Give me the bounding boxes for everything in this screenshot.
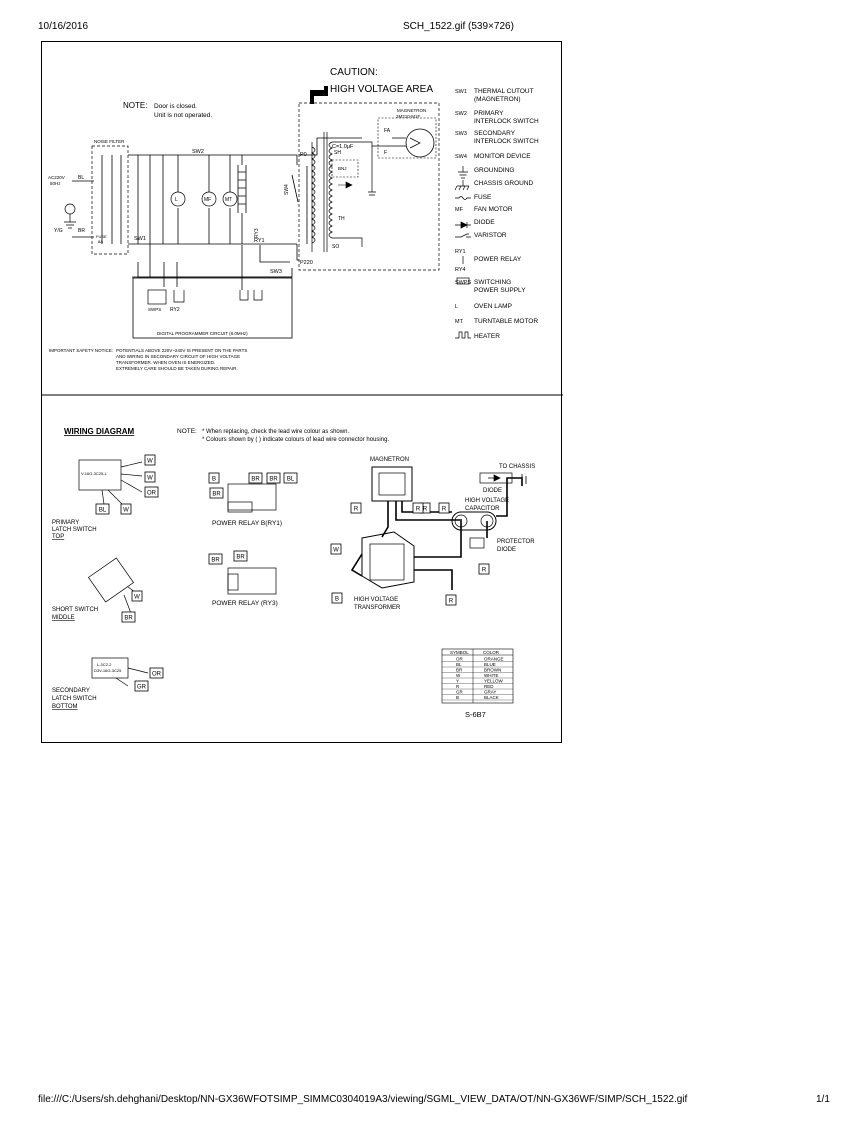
wire-tag-label: R (415, 506, 421, 513)
hv-wiring (352, 478, 522, 590)
protector-l2: DIODE (497, 547, 517, 553)
wire-tag-label: BR (251, 476, 260, 483)
color-table-head-color: COLOR (483, 650, 500, 655)
color-table-color: BROWN (484, 667, 502, 673)
legend-symbol: RY1 (455, 249, 466, 255)
wire-tag-label: W (333, 547, 339, 554)
swps-label: SWPS (148, 307, 162, 312)
wire-tag-label: BR (212, 491, 221, 498)
color-table-color: WHITE (484, 673, 499, 678)
dpc-label: DIGITAL PROGRAMMER CIRCUIT (8.0MHz) (157, 331, 248, 336)
fa-label: FA (384, 128, 391, 134)
legend-line1: POWER RELAY (474, 256, 522, 263)
legend-line1: DIODE (474, 219, 495, 226)
note-line1: Door is closed. (154, 103, 197, 110)
fuse-label: FUSE (96, 234, 107, 239)
wire-tag (284, 473, 297, 483)
safety-line2: AND WIRING IN SECONDARY CIRCUIT OF HIGH VOLTAGE (116, 354, 241, 359)
primary-switch-l2: LATCH SWITCH (52, 527, 97, 533)
hvt-l2: TRANSFORMER (354, 605, 401, 611)
relay-b-label: POWER RELAY B(RY1) (212, 520, 283, 527)
wire-bl-label: BL (78, 175, 85, 181)
print-title: SCH_1522.gif (539×726) (403, 21, 514, 32)
legend-line2: INTERLOCK SWITCH (474, 118, 539, 125)
relay-coils (240, 290, 262, 300)
wd-magnetron-label: MAGNETRON (370, 457, 409, 463)
wire-tag-label: BR (124, 615, 133, 622)
wiring-note-label: NOTE: (177, 428, 197, 435)
ground-icon (64, 214, 76, 228)
so-label: SO (332, 244, 340, 250)
legend-symbol: MT (455, 319, 463, 325)
wiring-note1: * When replacing, check the lead wire colour as shown. (202, 429, 350, 435)
color-table-symbol: B (456, 695, 460, 700)
primary-switch-leads (102, 462, 142, 504)
protector-l1: PROTECTOR (497, 539, 535, 545)
legend-line2: (MAGNETRON) (474, 96, 521, 103)
sw1-label: SW1 (134, 236, 146, 242)
legend-symbol: SW2 (455, 111, 467, 117)
color-table-color: ORANGE (484, 656, 504, 662)
transformer-icon (312, 132, 392, 252)
magnetron-label: MAGNETRON (397, 108, 427, 113)
heater-icon (238, 165, 246, 213)
sw2-label: SW2 (192, 149, 204, 155)
to-chassis-label: TO CHASSIS (499, 464, 536, 470)
legend-line1: SECONDARY (474, 130, 516, 137)
sw4-contact (292, 175, 298, 202)
magnetron-leads (392, 138, 406, 146)
wiring-note2: * Colours shown by ( ) indicate colours of lead wire connector housing. (202, 437, 390, 443)
wire-tag-label: OR (147, 490, 156, 497)
wire-tag (210, 488, 223, 498)
magnetron-cathode-icon (410, 138, 420, 148)
color-table-symbol: BR (456, 667, 463, 673)
protector-diode-body (470, 538, 484, 548)
schematic-svg (42, 42, 563, 744)
sh-label: SH (334, 150, 341, 156)
secondary-switch-l1: SECONDARY (52, 688, 90, 694)
p220-label: P220 (300, 260, 313, 266)
wire-tag (96, 504, 109, 514)
legend-line1: SWITCHING (474, 279, 512, 286)
secondary-switch-l3: BOTTOM (52, 704, 78, 710)
safety-line4: EXTREMELY CARE SHOULD BE TAKEN DURING REPAIR. (116, 366, 238, 371)
relay-3-label: POWER RELAY (RY3) (212, 600, 278, 607)
legend-line1: TURNTABLE MOTOR (474, 318, 539, 325)
wire-tag-label: R (353, 506, 359, 513)
ac-frequency: 50Hz (50, 181, 61, 186)
safety-line1: POTENTIALS ABOVE 220V~240V IS PRESENT ON THE PARTS (116, 348, 248, 353)
legend-line1: GROUNDING (474, 167, 515, 174)
wire-tag (331, 544, 341, 554)
legend-line1: THERMAL CUTOUT (474, 88, 534, 95)
legend-line1: VARISTOR (474, 232, 507, 239)
schematic-frame (41, 41, 562, 743)
wire-tag (413, 503, 423, 513)
hv-area-box (299, 103, 439, 270)
print-date: 10/16/2016 (38, 21, 89, 32)
note-line2: Unit is not operated. (154, 112, 213, 119)
cap-ground-icon (368, 146, 376, 195)
secondary-part1: L-3C2-2 (97, 662, 112, 667)
legend-symbol: MF (455, 207, 463, 213)
wire-tag (150, 668, 163, 678)
legend-symbol: SW1 (455, 89, 467, 95)
legend-symbol-2: RY4 (455, 267, 466, 273)
wire-tag-label: BR (236, 554, 245, 561)
wire-tag (446, 595, 456, 605)
sw3-label: SW3 (270, 269, 282, 275)
wire-tag (351, 503, 361, 513)
turntable-motor-symbol: MT (225, 197, 233, 203)
wiring-title: WIRING DIAGRAM (64, 427, 135, 436)
color-table-color: BLUE (484, 662, 496, 667)
wire-tag (479, 564, 489, 574)
hv-cap-l2: CAPACITOR (465, 506, 500, 512)
wire-tag-label: GR (137, 684, 146, 691)
legend-line1: FAN MOTOR (474, 206, 513, 213)
legend-line1: MONITOR DEVICE (474, 153, 531, 160)
color-table-head-symbol: SYMBOL (450, 650, 469, 655)
magnetron-model: 2M210-M1F (396, 114, 421, 119)
wd-diode-icon (488, 475, 500, 481)
wire-tag (132, 591, 142, 601)
wire-tag-label: OR (152, 671, 161, 678)
color-table-symbol: OR (456, 656, 463, 662)
legend-symbol: SW3 (455, 131, 467, 137)
bnj-label: BNJ (338, 166, 347, 171)
wire-tag (209, 473, 219, 483)
wire-tag-label: W (123, 507, 129, 514)
wire-tag-label: BR (211, 557, 220, 564)
ry2-label: RY2 (170, 307, 180, 313)
hv-capacitor-body (452, 512, 496, 530)
color-table (442, 649, 513, 703)
noise-filter-label: NOISE FILTER (94, 139, 125, 144)
hvt-l1: HIGH VOLTAGE (354, 597, 399, 603)
color-table-symbol: W (456, 673, 461, 678)
legend-line1: CHASSIS GROUND (474, 180, 534, 187)
short-switch-body (88, 558, 133, 602)
legend-line2: POWER SUPPLY (474, 287, 526, 294)
wire-tag (122, 612, 135, 622)
wire-tag-label: BL (286, 476, 295, 483)
wire-tag-label: B (334, 596, 340, 603)
ac-plug-icon (65, 204, 75, 214)
hv-transformer-core (370, 544, 404, 580)
wire-tag (135, 681, 148, 691)
color-table-symbol: GR (456, 689, 463, 695)
hv-cap-l1: HIGH VOLTAGE (465, 498, 510, 504)
secondary-part2: D3V-16G-3C25 (94, 668, 122, 673)
note-label: NOTE: (123, 101, 148, 110)
primary-switch-l3: TOP (52, 534, 65, 540)
wire-tag-label: BL (98, 507, 107, 514)
short-switch-l2: MIDDLE (52, 615, 75, 621)
wire-tag (145, 455, 155, 465)
wire-tag-label: R (441, 506, 447, 513)
color-table-symbol: BL (456, 662, 462, 667)
wire-tag (209, 554, 222, 564)
legend-symbol: SW4 (455, 154, 467, 160)
relay-b-connector (228, 502, 252, 512)
wire-color-tags (96, 455, 489, 691)
color-table-symbol: R (456, 684, 460, 689)
legend-symbol: SWPS (455, 280, 472, 286)
color-table-symbol: Y (456, 678, 460, 684)
secondary-switch-l2: LATCH SWITCH (52, 696, 97, 702)
fuse-rating: 8A (98, 239, 103, 244)
wire-yg-label: Y/G (54, 228, 63, 234)
wire-tag (234, 551, 247, 561)
legend-symbols (455, 166, 471, 338)
short-switch-l1: SHORT SWITCH (52, 607, 99, 613)
fan-motor-symbol: MF (204, 197, 212, 203)
wire-tag-label: W (147, 475, 153, 482)
ry1-label: RY1 (254, 238, 265, 244)
diagram-code: S-6B7 (465, 710, 486, 719)
wire-tag-label: W (134, 594, 140, 601)
wire-tag-label: BR (269, 476, 278, 483)
wd-diode-label: DIODE (483, 488, 503, 494)
color-table-body (456, 657, 504, 701)
f-label: F (384, 150, 388, 156)
ry3-label: RY3 (254, 228, 260, 238)
wd-magnetron-body (372, 467, 412, 501)
legend-symbol: L (455, 304, 459, 310)
ac-voltage: AC220V (48, 175, 65, 180)
wire-tag (249, 473, 262, 483)
legend-line1: FUSE (474, 194, 492, 201)
hv-diode-icon (338, 182, 352, 188)
safety-label: IMPORTANT SAFETY NOTICE: (49, 348, 114, 353)
sw4-label: SW4 (284, 184, 290, 195)
wire-tag (332, 593, 342, 603)
safety-line3: TRANSFORMER. WHEN OVEN IS ENERGIZED. (116, 360, 216, 365)
wire-tag (121, 504, 131, 514)
caution-text: CAUTION: (330, 67, 378, 78)
legend-line2: INTERLOCK SWITCH (474, 138, 539, 145)
wire-tag (439, 503, 449, 513)
hv-arrow-icon (310, 86, 328, 104)
wire-tag-label: B (211, 476, 217, 483)
legend-line1: HEATER (474, 333, 500, 340)
p0-label: P0 (300, 152, 307, 158)
swps-box (148, 290, 166, 304)
legend-line1: PRIMARY (474, 110, 504, 117)
capacitor-value: C=1.0μF (332, 144, 354, 150)
oven-lamp-icon (171, 192, 185, 206)
relay-3-connector (228, 574, 238, 590)
color-table-color: BLACK (484, 695, 499, 700)
wire-tag (145, 487, 158, 497)
primary-switch-part: V-16G-3C25-L (81, 471, 107, 476)
wire-tag-label: R (481, 567, 487, 574)
print-footer-path: file:///C:/Users/sh.dehghani/Desktop/NN-GX36WFOTSIMP_SIMMC0304019A3/viewing/SGML_VIEW_DATA/OT/NN-GX36WF/SIMP/SCH_1522.gif (38, 1094, 688, 1105)
wire-tag-label: R (448, 598, 454, 605)
color-table-color: GRAY (484, 689, 497, 695)
color-table-color: RED (484, 684, 494, 689)
wire-tag (267, 473, 280, 483)
legend-line1: OVEN LAMP (474, 303, 512, 310)
color-table-color: YELLOW (484, 678, 503, 684)
wire-tag-label: R (422, 506, 428, 513)
primary-switch-l1: PRIMARY (52, 520, 80, 526)
wire-br-label: BR (78, 228, 85, 234)
main-wiring (72, 138, 362, 290)
wire-tag (145, 472, 155, 482)
wd-magnetron-inner (379, 473, 405, 495)
print-footer-page: 1/1 (816, 1094, 830, 1105)
hv-area-text: HIGH VOLTAGE AREA (330, 84, 433, 95)
ry2-coil (174, 290, 184, 302)
th-label: TH (338, 216, 345, 222)
lamp-symbol: L (175, 197, 178, 203)
wire-tag-label: W (147, 458, 153, 465)
